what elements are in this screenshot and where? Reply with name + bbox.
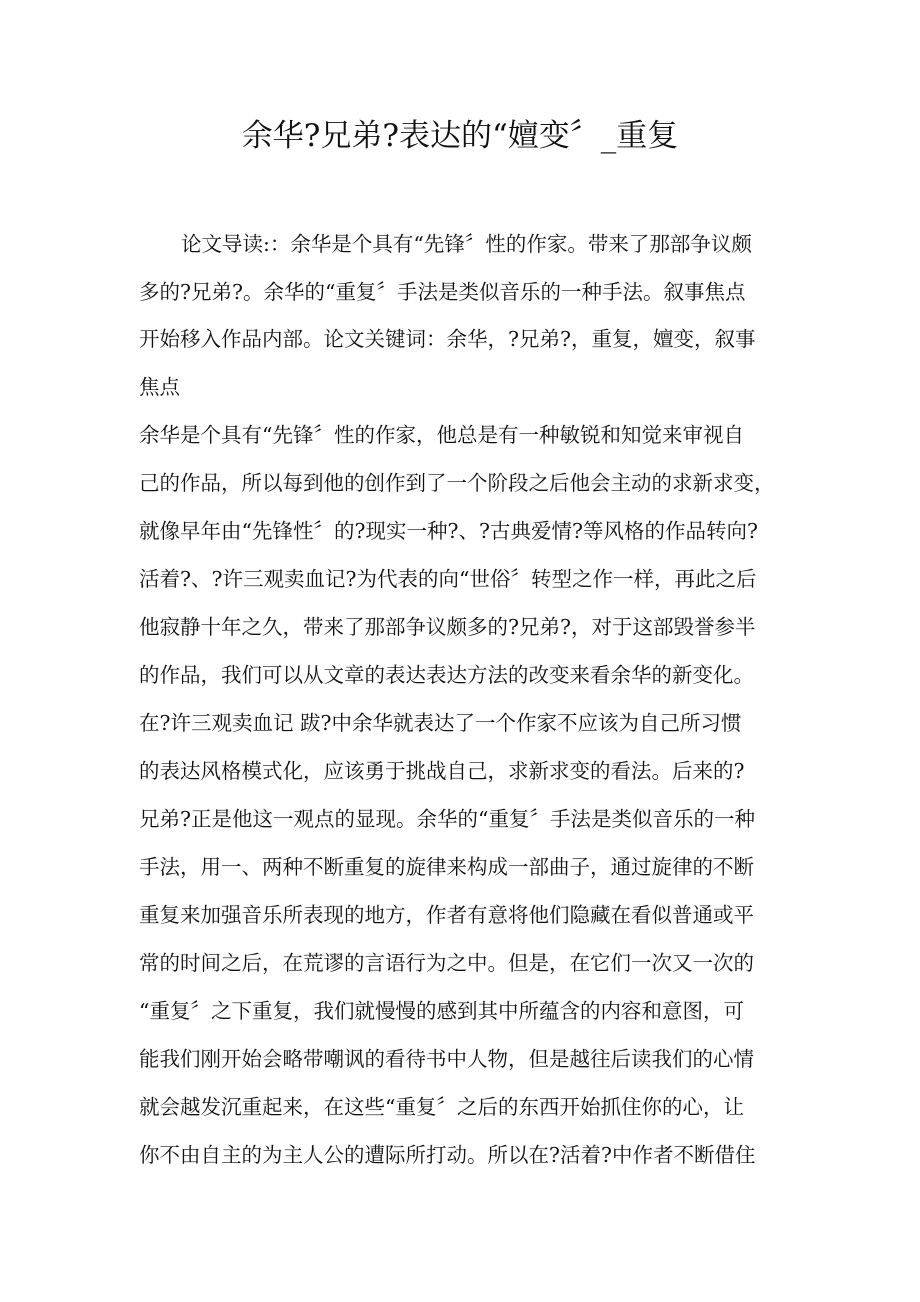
- body-line: 活着?、?许三观卖血记?为代表的向“世俗〞转型之作一样，再此之后: [139, 567, 757, 591]
- body-line: “重复〞之下重复，我们就慢慢的感到其中所蕴含的内容和意图，可: [139, 999, 744, 1023]
- abstract-line: 焦点: [139, 375, 180, 399]
- body-line: 的表达风格模式化，应该勇于挑战自己，求新求变的看法。后来的?: [139, 759, 745, 783]
- abstract-line: 论文导读:：余华是个具有“先锋〞性的作家。带来了那部争议颇: [181, 232, 752, 256]
- abstract-line: 多的?兄弟?。余华的“重复〞手法是类似音乐的一种手法。叙事焦点: [139, 280, 746, 304]
- body-line: 你不由自主的为主人公的遭际所打动。所以在?活着?中作者不断借住: [139, 1143, 756, 1167]
- body-line: 能我们刚开始会略带嘲讽的看待书中人物，但是越往后读我们的心情: [139, 1047, 754, 1071]
- body-line: 重复来加强音乐所表现的地方，作者有意将他们隐藏在看似普通或平: [139, 903, 754, 927]
- body-line: 在?许三观卖血记 跋?中余华就表达了一个作家不应该为自己所习惯: [139, 711, 742, 735]
- body-line: 手法，用一、两种不断重复的旋律来构成一部曲子，通过旋律的不断: [139, 855, 754, 879]
- body-line: 常的时间之后，在荒谬的言语行为之中。但是，在它们一次又一次的: [139, 951, 754, 975]
- body-line: 就像早年由“先锋性〞的?现实一种?、?古典爱情?等风格的作品转向?: [139, 519, 758, 543]
- document-title: 余华?兄弟?表达的“嬗变〞_重复: [241, 118, 679, 154]
- body-line: 就会越发沉重起来，在这些“重复〞之后的东西开始抓住你的心，让: [139, 1095, 744, 1119]
- body-line: 余华是个具有“先锋〞性的作家，他总是有一种敏锐和知觉来审视自: [139, 423, 744, 447]
- body-line: 己的作品，所以每到他的创作到了一个阶段之后他会主动的求新求变，: [139, 471, 775, 495]
- body-line: 兄弟?正是他这一观点的显现。余华的“重复〞手法是类似音乐的一种: [139, 807, 755, 831]
- body-line: 的作品，我们可以从文章的表达表达方法的改变来看余华的新变化。: [139, 663, 754, 687]
- abstract-line: 开始移入作品内部。论文关键词：余华，?兄弟?，重复，嬗变，叙事: [139, 327, 756, 351]
- body-line: 他寂静十年之久，带来了那部争议颇多的?兄弟?，对于这部毁誉参半: [139, 615, 756, 639]
